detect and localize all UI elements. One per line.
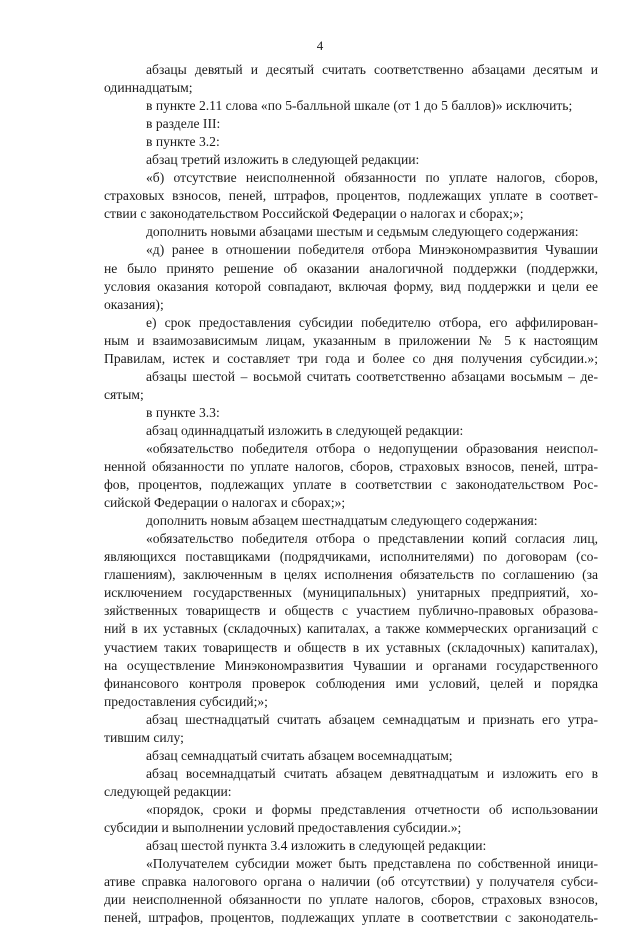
text-line: являющихся поставщиками (подрядчиками, исполнителями) по договорам (со- (104, 549, 598, 565)
text-line: абзац одиннадцатый изложить в следующей редакции: (146, 422, 464, 438)
text-line: оказания); (104, 296, 164, 312)
text-line: абзац шестнадцатый считать абзацем семнадцатым и признать его утра- (146, 711, 598, 727)
text-line: абзацы шестой – восьмой считать соответственно абзацами восьмым – де- (146, 368, 598, 384)
text-line: не было принято решение об оказании аналогичной поддержки (поддержки, (104, 260, 598, 276)
text-line: в разделе III: (146, 116, 221, 132)
text-line: дополнить новым абзацем шестнадцатым следующего содержания: (146, 513, 538, 529)
text-line: следующей редакции: (104, 783, 232, 799)
text-line: страховых взносов, пеней, штрафов, процентов, подлежащих уплате в соответ- (104, 188, 598, 204)
text-line: в пункте 2.11 слова «по 5-балльной шкале (от 1 до 5 баллов)» исключить; (146, 98, 573, 114)
text-line: в пункте 3.2: (146, 134, 220, 150)
text-line: абзацы девятый и десятый считать соответственно абзацами десятым и (146, 62, 598, 77)
text-line: субсидии и выполнении условий предоставления субсидии.»; (104, 819, 462, 835)
text-line: абзац шестой пункта 3.4 изложить в следующей редакции: (146, 838, 487, 854)
text-line: на осуществление Минэкономразвития Чувашии и органами государственного (104, 657, 598, 673)
text-line: зяйственных товариществ и обществ с участием публично-правовых образова- (104, 603, 598, 619)
text-line: условия оказания которой совпадают, включая форму, вид поддержки и цели ее (104, 278, 598, 294)
text-line: тившим силу; (104, 729, 184, 745)
text-line: дии неисполненной обязанности по уплате налогов, сборов, страховых взносов, (104, 892, 598, 908)
text-line: «б) отсутствие неисполненной обязанности по уплате налогов, сборов, (146, 170, 598, 186)
document-body (104, 61, 598, 927)
text-line: «Получателем субсидии может быть представлена по собственной иници- (146, 856, 598, 872)
text-line: «обязательство победителя отбора о представлении копий согласия лиц, (146, 531, 598, 547)
text-line: исключением государственных (муниципальных) унитарных предприятий, хо- (104, 585, 598, 601)
text-line: сийской Федерации о налогах и сборах;»; (104, 495, 346, 511)
text-line: ативе справка налогового органа о наличии (об отсутствии) у получателя субси- (104, 874, 598, 890)
text-line: е) срок предоставления субсидии победителю отбора, его аффилирован- (146, 314, 598, 330)
text-line: предоставления субсидий;»; (104, 693, 268, 709)
text-line: «порядок, сроки и формы представления отчетности об использовании (146, 801, 598, 817)
text-line: дополнить новыми абзацами шестым и седьмым следующего содержания: (146, 224, 579, 240)
page-number: 4 (316, 38, 324, 53)
text-line: Правилам, истек и составляет три года и более со дня получения субсидии.»; (104, 350, 598, 366)
text-line: финансового контроля проверок соблюдения ими условий, целей и порядка (104, 675, 598, 691)
text-line: абзац третий изложить в следующей редакции: (146, 152, 420, 168)
text-line: глашениям), заключенным в целях исполнения обязательств по соглашению (за (104, 567, 598, 583)
text-line: ний в их уставных (складочных) капиталах, а также коммерческих организаций с (104, 621, 598, 637)
text-line: ненной обязанности по уплате налогов, сборов, страховых взносов, пеней, штра- (104, 459, 598, 475)
text-line: сятым; (104, 386, 144, 402)
text-line: пеней, штрафов, процентов, подлежащих уплате в соответствии с законодатель- (104, 910, 598, 926)
text-line: в пункте 3.3: (146, 404, 220, 420)
text-line: участием таких товариществ и обществ в их уставных (складочных) капиталах), (104, 639, 598, 655)
text-line: абзац семнадцатый считать абзацем восемнадцатым; (146, 747, 453, 763)
text-line: фов, процентов, подлежащих уплате в соответствии с законодательством Рос- (104, 477, 598, 493)
text-line: абзац восемнадцатый считать абзацем девятнадцатым и изложить его в (146, 765, 598, 781)
text-line: одиннадцатым; (104, 80, 193, 96)
text-line: ным и взаимозависимым лицам, указанным в приложении № 5 к настоящим (104, 332, 598, 348)
text-line: ствии с законодательством Российской Федерации о налогах и сборах;»; (104, 206, 524, 222)
text-line: «д) ранее в отношении победителя отбора Минэкономразвития Чувашии (146, 242, 598, 258)
text-line: «обязательство победителя отбора о недопущении образования неиспол- (146, 440, 598, 456)
